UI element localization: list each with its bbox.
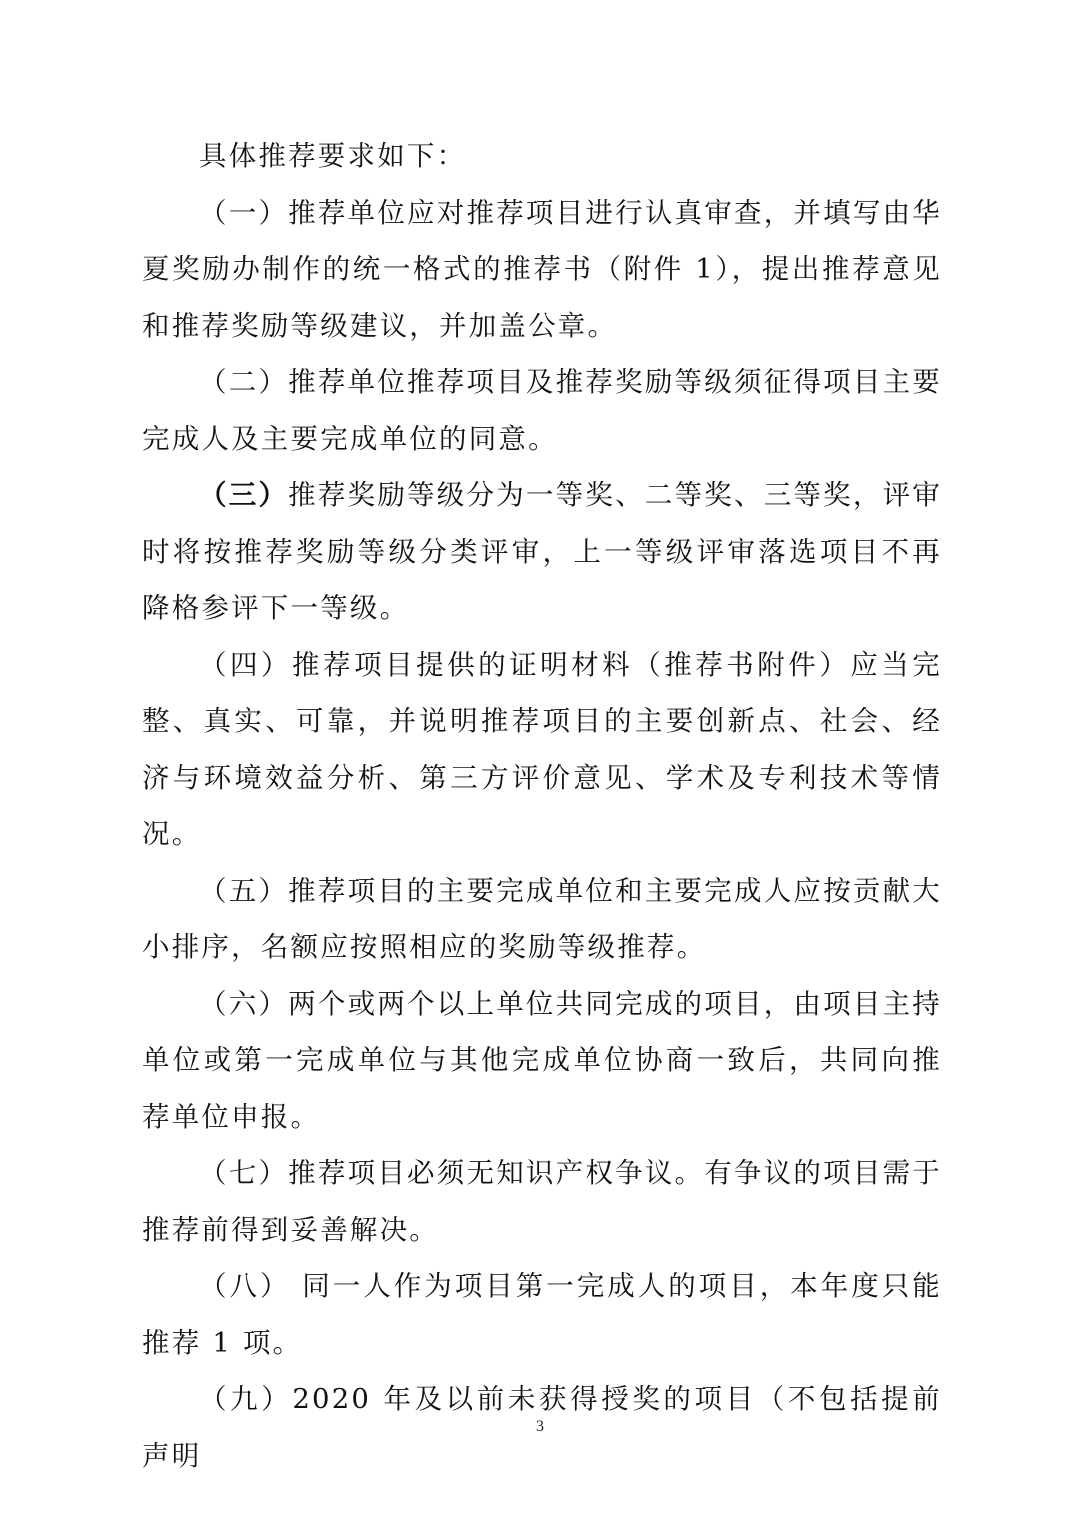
item-number: （七） bbox=[199, 1157, 289, 1189]
item-text: 两个或两个以上单位共同完成的项目，由项目主持单位或第一完成单位与其他完成单位协商一致后，共同向推荐单位申报。 bbox=[142, 987, 942, 1133]
intro-paragraph: 具体推荐要求如下： bbox=[199, 140, 467, 172]
item-number: （二） bbox=[199, 366, 289, 398]
item-number: （九） bbox=[199, 1383, 293, 1415]
requirement-item-3 bbox=[142, 467, 942, 637]
item-text: 推荐项目的主要完成单位和主要完成人应按贡献大小排序，名额应按照相应的奖励等级推荐。 bbox=[142, 874, 942, 963]
item-number: （一） bbox=[199, 196, 289, 229]
requirement-item-5 bbox=[142, 863, 942, 976]
item-number: （三） bbox=[199, 479, 289, 511]
requirement-item-8 bbox=[142, 1258, 942, 1371]
requirement-item-6 bbox=[142, 976, 942, 1146]
item-text: 推荐项目提供的证明材料（推荐书附件）应当完整、真实、可靠，并说明推荐项目的主要创新点、社会、经济与环境效益分析、第三方评价意见、学术及专利技术等情况。 bbox=[142, 648, 942, 850]
item-number: （六） bbox=[199, 987, 289, 1020]
item-text: 推荐项目必须无知识产权争议。有争议的项目需于推荐前得到妥善解决。 bbox=[142, 1157, 942, 1246]
item-number: （五） bbox=[199, 874, 289, 907]
item-text: 2020 年及以前未获得授奖的项目（不包括提前声明 bbox=[142, 1383, 942, 1472]
body-text bbox=[142, 128, 942, 1484]
item-text: 推荐奖励等级分为一等奖、二等奖、三等奖，评审时将按推荐奖励等级分类评审，上一等级评审落选项目不再降格参评下一等级。 bbox=[142, 479, 942, 624]
page-number: 3 bbox=[536, 1418, 544, 1435]
item-text: 推荐单位应对推荐项目进行认真审查，并填写由华夏奖励办制作的统一格式的推荐书（附件 1），提出推荐意见和推荐奖励等级建议，并加盖公章。 bbox=[142, 196, 942, 342]
requirement-item-7 bbox=[142, 1145, 942, 1258]
requirement-item-1 bbox=[142, 185, 942, 355]
requirement-item-4 bbox=[142, 637, 942, 863]
item-text: 同一人作为项目第一完成人的项目，本年度只能推荐 1 项。 bbox=[142, 1270, 942, 1359]
item-number: （四） bbox=[199, 648, 293, 681]
item-text: 推荐单位推荐项目及推荐奖励等级须征得项目主要完成人及主要完成单位的同意。 bbox=[142, 366, 942, 455]
requirement-item-2 bbox=[142, 354, 942, 467]
item-number: （八） bbox=[199, 1270, 291, 1302]
